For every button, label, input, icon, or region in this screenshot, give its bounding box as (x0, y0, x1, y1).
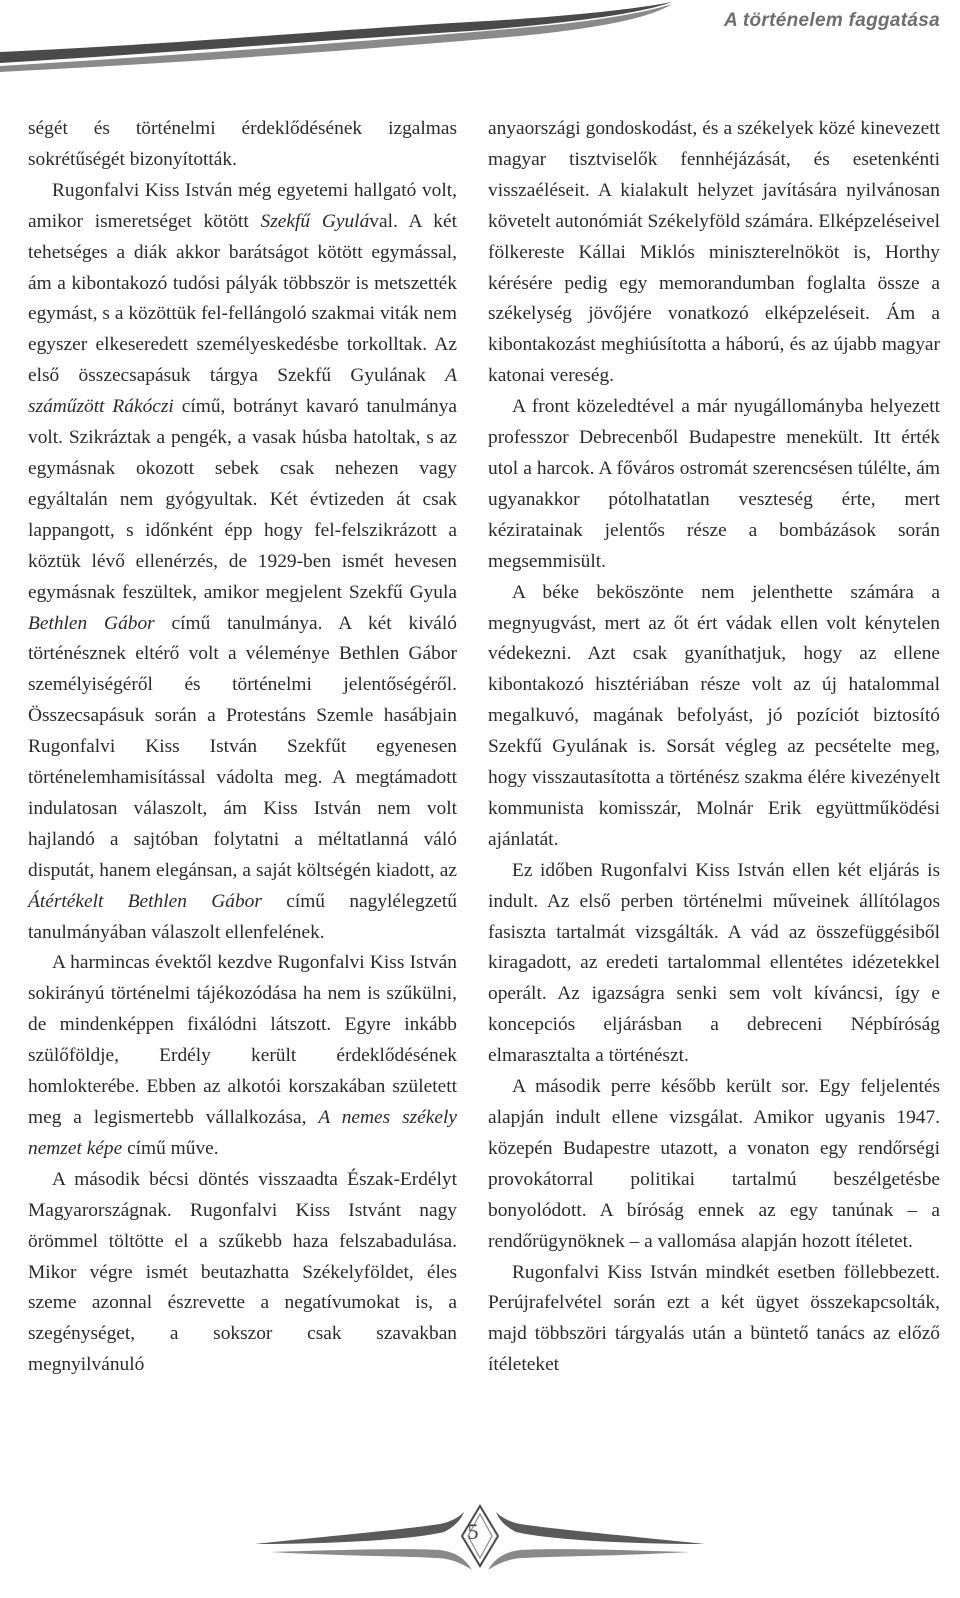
paragraph-text: A front közeledtével a már nyugállományba helyezett professzor Debrecenből Budapestre menekült. Itt érték utol a harcok. A főváros ostromát szerencsésen túlélte, ám ugyanakkor pótolhatatlan veszteség érte, mert kéziratainak jelentős része a bombázások során megsemmisült. (488, 396, 940, 572)
paragraph-text: A harmincas évektől kezdve Rugonfalvi Kiss István sokirányú történelmi tájékozódása ha nem is szűkülni, de mindenképpen fixálódni látszott. Egyre inkább szülőföldje, Erdély került érdeklődésének homlokterébe. Ebben az alkotói korszakában született meg a legismertebb vállalkozása, (28, 952, 457, 1128)
paragraph (488, 578, 940, 856)
footer-ornament (0, 1500, 960, 1598)
italic-title-text: Szekfű Gyulá (260, 210, 370, 232)
paragraph-text: Ez időben Rugonfalvi Kiss István ellen két eljárás is indult. Az első perben történelmi műveinek állítólagos fasiszta tartalmát vizsgálták. A vád az összefüggésiből kiragadott, az eredeti tartalommal ellentétes idézetekkel operált. Az igazságra senki sem volt kíváncsi, így e koncepciós eljárásban a debreceni Népbíróság elmarasztalta a történészt. (488, 859, 940, 1067)
italic-title-text: A száműzött Rákóczi (28, 365, 457, 418)
paragraph (28, 1165, 457, 1381)
page-number: 5 (467, 1519, 479, 1544)
paragraph-text: című tanulmánya. A két kiváló történésznek eltérő volt a véleménye Bethlen Gábor személyiségéről és történelmi jelentőségéről. Összecsapásuk során a Protestáns Szemle hasábjain Rugonfalvi Kiss István Szekfűt egyenesen történelemhamisítással vádolta meg. A megtámadott indulatosan válaszolt, ám Kiss István nem volt hajlandó a sajtóban folytatni a méltatlanná váló disputát, hanem elegánsan, a saját költségén kiadott, az (28, 612, 457, 881)
italic-title-text: Átértékelt Bethlen Gábor (28, 890, 262, 912)
right-text-column (488, 114, 940, 1381)
paragraph-text: című műve. (122, 1137, 219, 1159)
paragraph-text: című, botrányt kavaró tanulmánya volt. Szikráztak a pengék, a vasak húsba hatoltak, s az egymásnak okozott sebek csak nehezen vagy egyáltalán nem gyógyultak. Két évtizeden át csak lappangott, s időnként épp hogy fel-felszikrázott a köztük lévő ellenérzés, de 1929-ben ismét hevesen egymásnak feszültek, amikor megjelent Szekfű Gyula (28, 396, 457, 603)
paragraph (488, 1072, 940, 1257)
paragraph (28, 114, 457, 176)
paragraph-text: ségét és történelmi érdeklődésének izgalmas sokrétűségét bizonyították. (28, 118, 457, 170)
paragraph (28, 948, 457, 1164)
running-title: A történelem faggatása (723, 10, 940, 31)
left-text-column (28, 114, 457, 1381)
paragraph (488, 114, 940, 392)
paragraph-text: A béke beköszönte nem jelenthette számára a megnyugvást, mert az őt ért vádak ellen volt kénytelen védekezni. Azt csak gyaníthatjuk, hogy az ellene kibontakozó hisztériában része volt az új hatalommal megalkuvó, magának befolyást, jó pozíciót biztosító Szekfű Gyulának is. Sorsát végleg az pecsételte meg, hogy visszautasította a történész szakma élére kivezényelt kommunista komisszár, Molnár Erik együttműködési ajánlatát. (488, 581, 940, 850)
paragraph-text: A második perre később került sor. Egy feljelentés alapján indult ellene vizsgálat. Amikor ugyanis 1947. közepén Budapestre utazott, a vonaton egy rendőrségi provokátorral politikai tartalmú beszélgetésbe bonyolódott. A bíróság ennek az egy tanúnak – a rendőrügynöknek – a vallomása alapján hozott ítéletet. (488, 1076, 940, 1252)
paragraph (28, 176, 457, 949)
paragraph-text: Rugonfalvi Kiss István mindkét esetben föllebbezett. Perújrafelvétel során ezt a két ügyet összekapcsolták, majd többszöri tárgyalás után a büntető tanács az előző ítéleteket (488, 1261, 940, 1376)
paragraph-text: című nagylélegzetű tanulmányában válaszolt ellenfelének. (28, 890, 457, 943)
paragraph-text: anyaországi gondoskodást, és a székelyek közé kinevezett magyar tisztviselők fennhéjázását, és esetenkénti visszaéléseit. A kialakult helyzet javítására nyilvánosan követelt autonómiát Székelyföld számára. Elképzeléseivel fölkereste Kállai Miklós miniszterelnököt is, Horthy kérésére pedig egy memorandumban foglalta össze a székelység jövőjére vonatkozó elképzeléseit. Ám a kibontakozást meghiúsította a háború, és az újabb magyar katonai vereség. (488, 118, 940, 387)
italic-title-text: Bethlen Gábor (28, 612, 155, 634)
italic-title-text: A nemes székely nemzet képe (28, 1107, 457, 1159)
paragraph-text: A második bécsi döntés visszaadta Észak-Erdélyt Magyarországnak. Rugonfalvi Kiss Istvánt nagy örömmel töltötte el a szűkebb haza felszabadulása. Mikor végre ismét beutazhatta Székelyföldet, éles szeme azonnal észrevette a negatívumokat is, a szegénységet, a sokszor csak szavakban megnyilvánuló (28, 1168, 457, 1376)
paragraph (488, 856, 940, 1072)
paragraph-text: val. A két tehetséges a diák akkor barátságot kötött egymással, ám a kibontakozó tudósi pályák többször is metszették egymást, s a közöttük fel-fellángoló szakmai viták nem egyszer elkeseredett személyeskedésbe torkolltak. Az első összecsapásuk tárgya Szekfű Gyulának (28, 210, 457, 387)
paragraph (488, 392, 940, 577)
paragraph (488, 1258, 940, 1382)
paragraph-text: Rugonfalvi Kiss István még egyetemi hallgató volt, amikor ismeretséget kötött (28, 179, 457, 232)
